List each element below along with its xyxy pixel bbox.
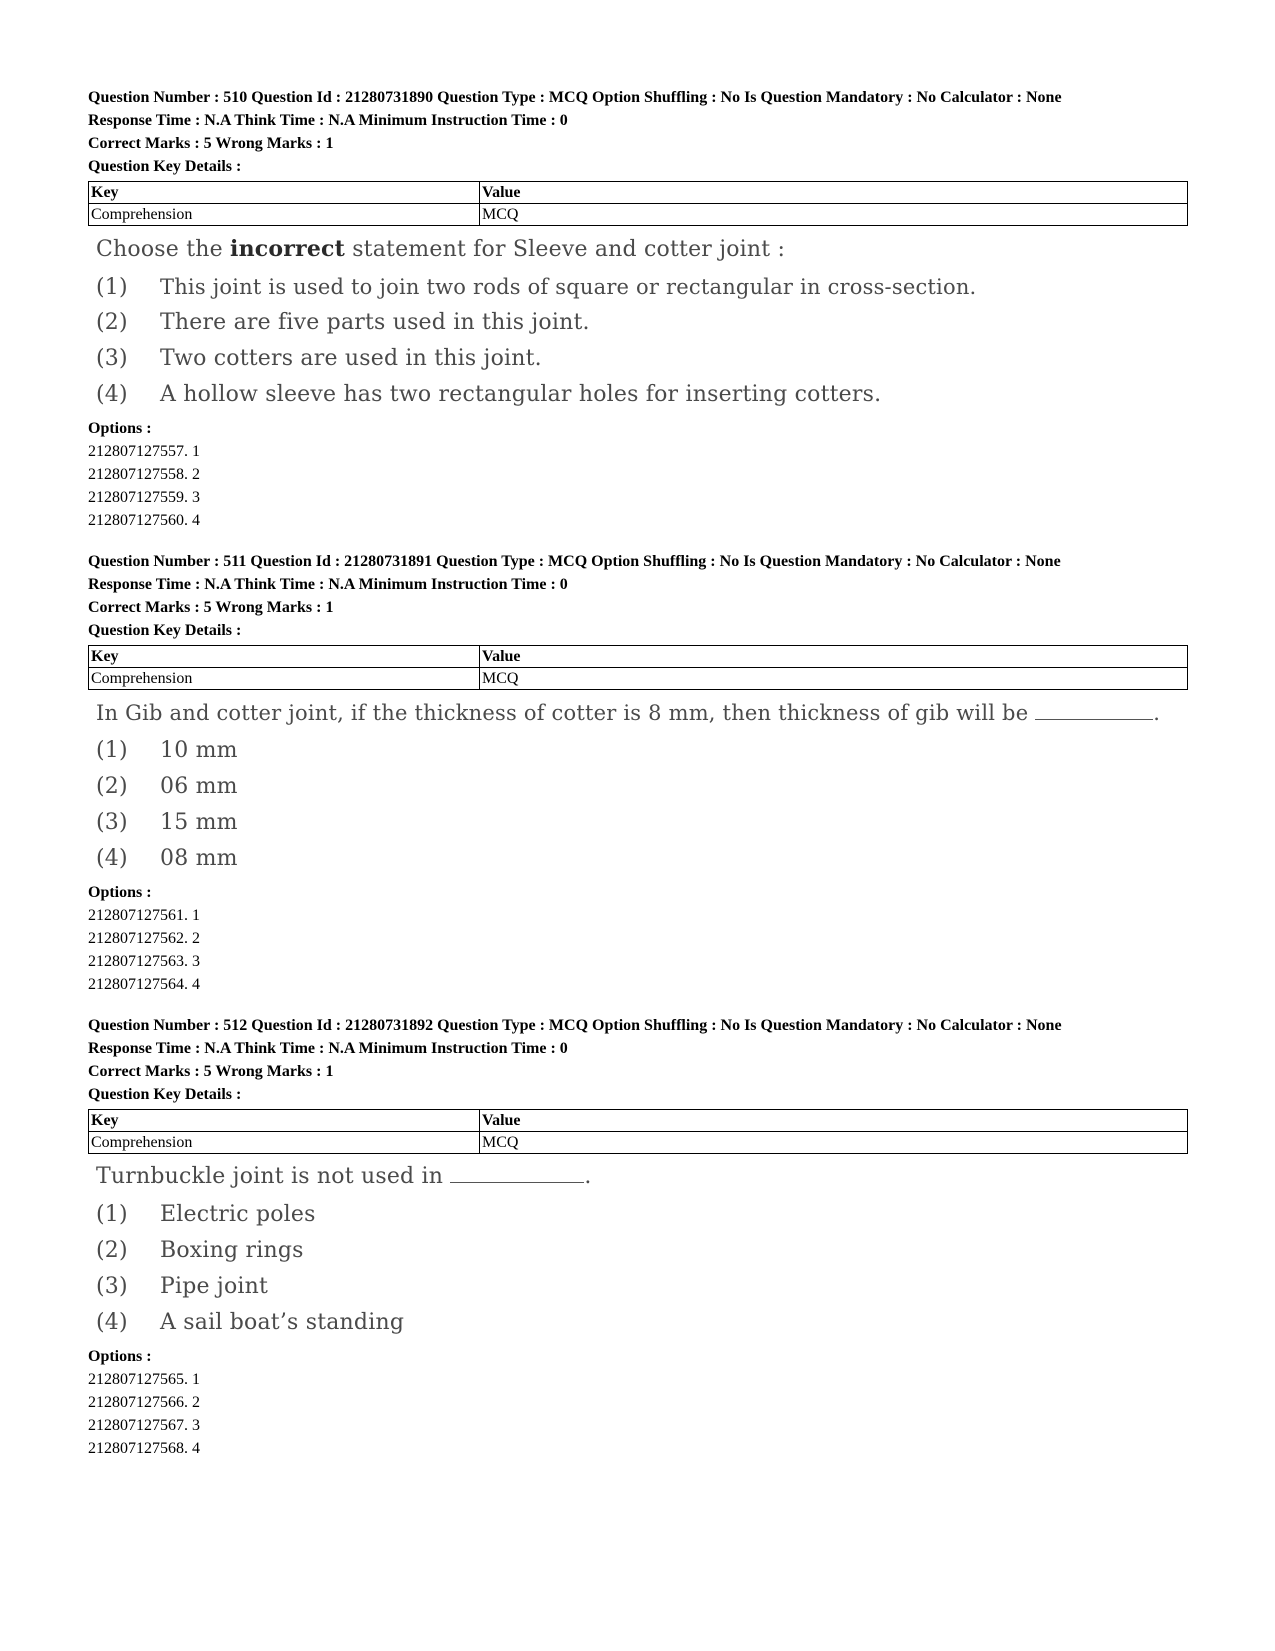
question-stem: In Gib and cotter joint, if the thickness of cotter is 8 mm, then thickness of gib will be .	[96, 701, 1161, 725]
choice-item: (2) There are five parts used in this joint.	[96, 310, 590, 335]
table-header-key: Key	[89, 1110, 480, 1132]
table-row	[89, 1132, 1188, 1154]
question-key-details-label: Question Key Details :	[88, 622, 242, 639]
answer-blank	[450, 1181, 584, 1183]
table-header-key: Key	[89, 182, 480, 204]
option-id-line: 212807127558. 2	[88, 466, 200, 483]
question-meta-line: Question Number : 510 Question Id : 21280731890 Question Type : MCQ Option Shuffling : No Is Question Mandatory : No Calculator : None	[88, 89, 1062, 106]
option-id-line: 212807127560. 4	[88, 512, 200, 529]
question-content-image	[96, 1162, 1186, 1342]
question-marks: Correct Marks : 5 Wrong Marks : 1	[88, 599, 334, 616]
key-details-table	[88, 181, 1188, 226]
table-row	[89, 204, 1188, 226]
option-id-line: 212807127563. 3	[88, 953, 200, 970]
table-cell-key: Comprehension	[89, 204, 480, 226]
question-content-image	[96, 234, 1186, 414]
table-header-row	[89, 1110, 1188, 1132]
key-details-table	[88, 1109, 1188, 1154]
choice-item: (2) 06 mm	[96, 774, 238, 799]
table-row	[89, 668, 1188, 690]
stem-emphasis: incorrect	[230, 236, 345, 262]
question-key-details-label: Question Key Details :	[88, 158, 242, 175]
question-timing-line: Response Time : N.A Think Time : N.A Minimum Instruction Time : 0	[88, 112, 568, 129]
table-header-row	[89, 646, 1188, 668]
question-key-details-label: Question Key Details :	[88, 1086, 242, 1103]
table-cell-key: Comprehension	[89, 1132, 480, 1154]
choice-item: (3) 15 mm	[96, 810, 238, 835]
question-timing-line: Response Time : N.A Think Time : N.A Minimum Instruction Time : 0	[88, 576, 568, 593]
question-meta-line: Question Number : 512 Question Id : 21280731892 Question Type : MCQ Option Shuffling : No Is Question Mandatory : No Calculator : None	[88, 1017, 1062, 1034]
choice-item: (4) A hollow sleeve has two rectangular holes for inserting cotters.	[96, 382, 882, 407]
choice-item: (1) 10 mm	[96, 738, 238, 763]
options-label: Options :	[88, 884, 152, 901]
choice-item: (4) A sail boat’s standing	[96, 1310, 405, 1335]
answer-blank	[1035, 718, 1153, 720]
question-stem: Turnbuckle joint is not used in .	[96, 1164, 592, 1189]
question-content-image	[96, 698, 1186, 878]
choice-item: (3) Pipe joint	[96, 1274, 269, 1299]
question-timing-line: Response Time : N.A Think Time : N.A Minimum Instruction Time : 0	[88, 1040, 568, 1057]
options-label: Options :	[88, 1348, 152, 1365]
question-marks: Correct Marks : 5 Wrong Marks : 1	[88, 1063, 334, 1080]
question-block-510	[88, 88, 1188, 532]
question-block-512	[88, 1016, 1188, 1460]
table-cell-value: MCQ	[480, 1132, 1188, 1154]
option-id-line: 212807127568. 4	[88, 1440, 200, 1457]
choice-item: (3) Two cotters are used in this joint.	[96, 346, 542, 371]
table-header-key: Key	[89, 646, 480, 668]
question-block-511	[88, 552, 1188, 996]
question-stem: Choose the incorrect statement for Sleeve and cotter joint :	[96, 236, 786, 262]
option-id-line: 212807127562. 2	[88, 930, 200, 947]
choice-item: (4) 08 mm	[96, 846, 238, 871]
option-id-line: 212807127564. 4	[88, 976, 200, 993]
option-id-line: 212807127565. 1	[88, 1371, 200, 1388]
option-id-line: 212807127561. 1	[88, 907, 200, 924]
option-id-line: 212807127557. 1	[88, 443, 200, 460]
choice-item: (1) This joint is used to join two rods of square or rectangular in cross-section.	[96, 275, 977, 300]
table-cell-key: Comprehension	[89, 668, 480, 690]
question-marks: Correct Marks : 5 Wrong Marks : 1	[88, 135, 334, 152]
option-id-line: 212807127567. 3	[88, 1417, 200, 1434]
option-id-line: 212807127566. 2	[88, 1394, 200, 1411]
option-id-line: 212807127559. 3	[88, 489, 200, 506]
table-header-value: Value	[480, 1110, 1188, 1132]
choice-item: (2) Boxing rings	[96, 1238, 304, 1263]
options-label: Options :	[88, 420, 152, 437]
table-header-row	[89, 182, 1188, 204]
table-cell-value: MCQ	[480, 204, 1188, 226]
key-details-table	[88, 645, 1188, 690]
table-header-value: Value	[480, 646, 1188, 668]
table-header-value: Value	[480, 182, 1188, 204]
table-cell-value: MCQ	[480, 668, 1188, 690]
question-meta-line: Question Number : 511 Question Id : 21280731891 Question Type : MCQ Option Shuffling : No Is Question Mandatory : No Calculator : None	[88, 553, 1061, 570]
choice-item: (1) Electric poles	[96, 1202, 316, 1227]
